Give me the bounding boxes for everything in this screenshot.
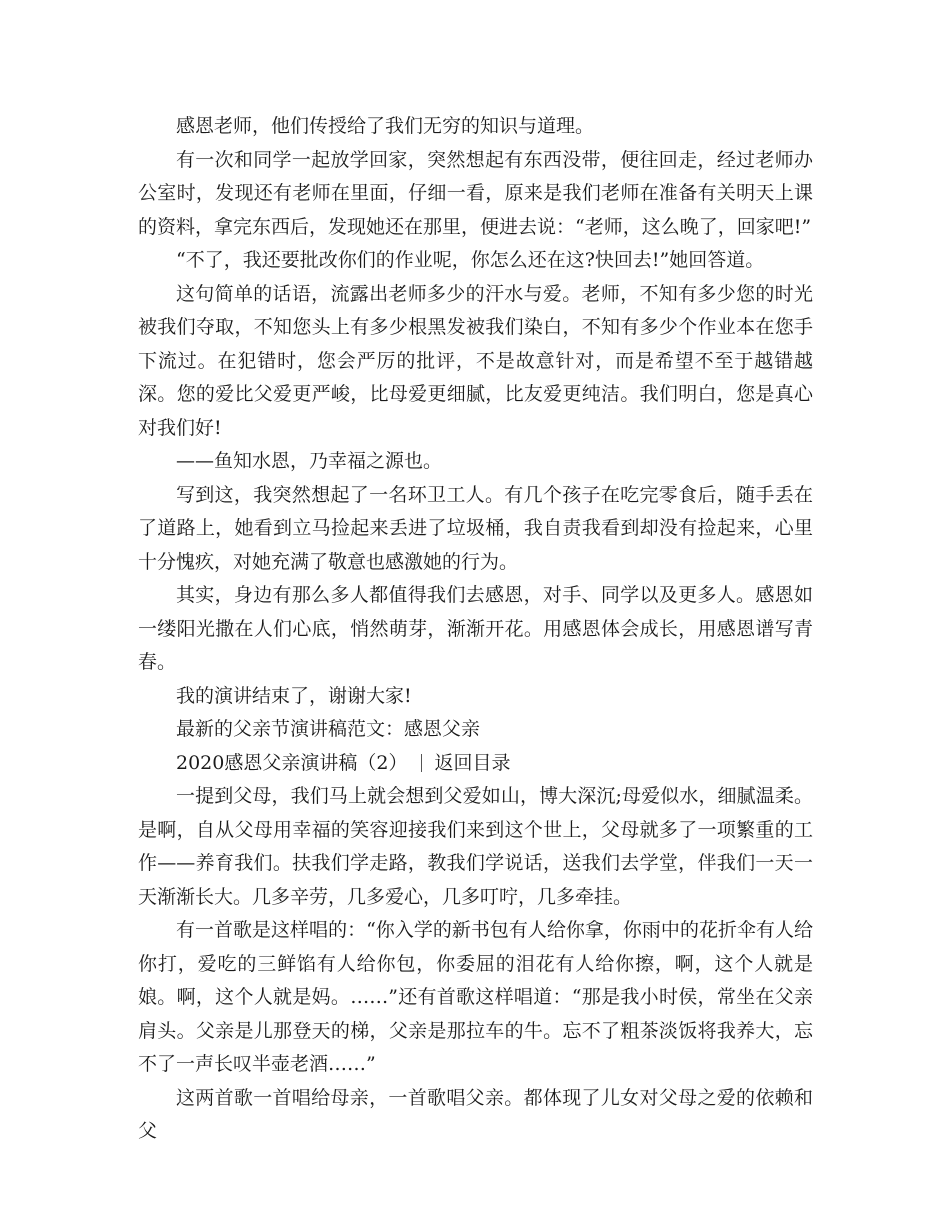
toc-title: 2020感恩父亲演讲稿（2） <box>176 751 408 774</box>
paragraph: 其实，身边有那么多人都值得我们去感恩，对手、同学以及更多人。感恩如一缕阳光撒在人们心底，悄然萌芽，渐渐开花。用感恩体会成长，用感恩谱写青春。 <box>138 584 813 673</box>
paragraph: 我的演讲结束了，谢谢大家! <box>176 684 412 707</box>
paragraph: 写到这，我突然想起了一名环卫工人。有几个孩子在吃完零食后，随手丢在了道路上，她看到立马捡起来丢进了垃圾桶，我自责我看到却没有捡起来，心里十分愧疚，对她充满了敬意也感激她的行为。 <box>138 483 813 573</box>
paragraph: “不了，我还要批改你们的作业呢，你怎么还在这?快回去!”她回答道。 <box>176 249 765 271</box>
section-heading: 最新的父亲节演讲稿范文：感恩父亲 <box>176 718 481 740</box>
paragraph: 一提到父母，我们马上就会想到父爱如山，博大深沉;母爱似水，细腻温柔。是啊，自从父母用幸福的笑容迎接我们来到这个世上，父母就多了一项繁重的工作——养育我们。扶我们学走路，教我们学说话，送我们去学堂，伴我们一天一天渐渐长大。几多辛劳，几多爱心，几多叮咛，几多牵挂。 <box>138 785 813 908</box>
toc-separator <box>421 754 422 772</box>
paragraph: ——鱼知水恩，乃幸福之源也。 <box>176 450 443 472</box>
document-page <box>138 110 813 1149</box>
paragraph: 感恩老师，他们传授给了我们无穷的知识与道理。 <box>176 115 595 137</box>
paragraph: 有一次和同学一起放学回家，突然想起有东西没带，便往回走，经过老师办公室时，发现还有老师在里面，仔细一看，原来是我们老师在准备有关明天上课的资料，拿完东西后，发现她还在那里，便进去说：“老师，这么晚了，回家吧!” <box>138 148 813 238</box>
paragraph: 这两首歌一首唱给母亲，一首歌唱父亲。都体现了儿女对父母之爱的依赖和父 <box>138 1086 813 1142</box>
paragraph: 有一首歌是这样唱的：“你入学的新书包有人给你拿，你雨中的花折伞有人给你打，爱吃的三鲜馅有人给你包，你委屈的泪花有人给你擦，啊，这个人就是娘。啊，这个人就是妈。……”还有首歌这样唱道：“那是我小时侯，常坐在父亲肩头。父亲是儿那登天的梯，父亲是那拉车的牛。忘不了粗茶淡饭将我养大，忘不了一声长叹半壶老酒……” <box>138 919 813 1075</box>
back-to-contents-link[interactable]: 返回目录 <box>434 751 511 774</box>
toc-line <box>138 747 813 781</box>
paragraph: 这句简单的话语，流露出老师多少的汗水与爱。老师，不知有多少您的时光被我们夺取，不知您头上有多少根黑发被我们染白，不知有多少个作业本在您手下流过。在犯错时，您会严厉的批评，不是故意针对，而是希望不至于越错越深。您的爱比父爱更严峻，比母爱更细腻，比友爱更纯洁。我们明白，您是真心对我们好! <box>138 282 813 439</box>
